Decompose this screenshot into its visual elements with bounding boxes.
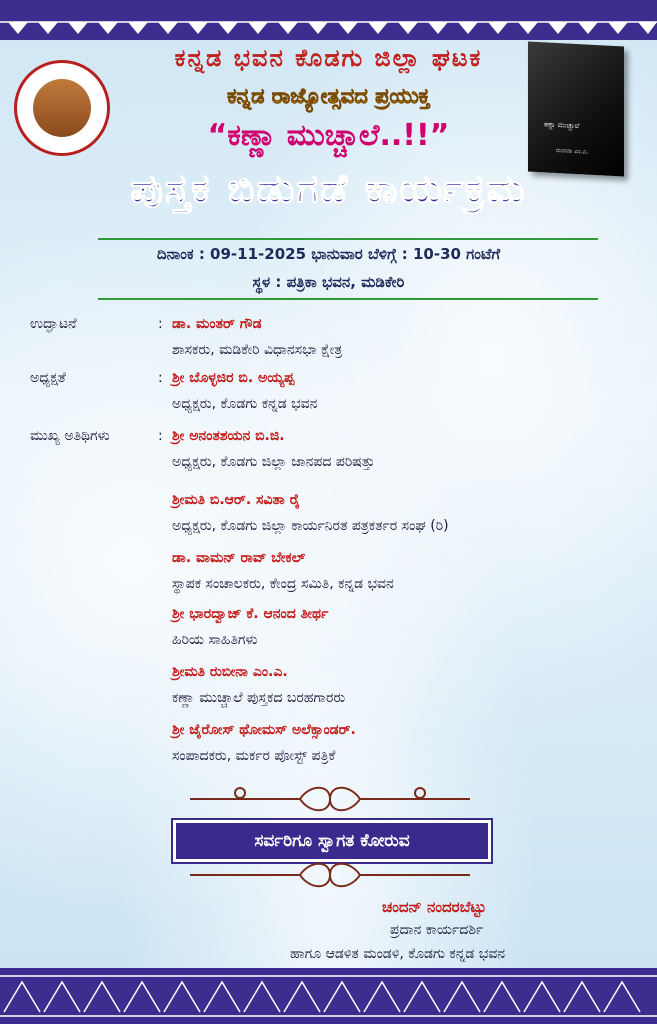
signatory-org: ಹಾಗೂ ಆಡಳಿತ ಮಂಡಳಿ, ಕೊಡಗು ಕನ್ನಡ ಭವನ — [290, 946, 506, 962]
guest-name: ಡಾ. ವಾಮನ್ ರಾವ್ ಬೇಕಲ್ — [172, 550, 306, 566]
guest-desc: ಅಧ್ಯಕ್ಷರು, ಕೊಡಗು ಜಿಲ್ಲಾ ಜಾನಪದ ಪರಿಷತ್ತು — [172, 454, 375, 470]
guest-desc: ಅಧ್ಯಕ್ಷರು, ಕೊಡಗು ಜಿಲ್ಲಾ ಕಾರ್ಯನಿರತ ಪತ್ರಕರ್ತರ ಸಂಘ (ರಿ) — [172, 518, 449, 534]
book-cover-author: ರುಬೀನಾ ಎಂ.ಎ. — [556, 146, 589, 156]
organization-title: ಕನ್ನಡ ಭವನ ಕೊಡಗು ಜಿಲ್ಲಾ ಘಟಕ — [174, 44, 483, 72]
inaugurator-role: ಉದ್ಘಾಟನೆ — [30, 316, 77, 332]
venue-line: ಸ್ಥಳ : ಪತ್ರಿಕಾ ಭವನ, ಮಡಿಕೇರಿ — [252, 273, 405, 291]
divider-top — [98, 238, 598, 240]
top-decorative-border — [0, 0, 657, 40]
inaugurator-name: ಡಾ. ಮಂತರ್ ಗೌಡ — [172, 316, 262, 332]
occasion-title: ಕನ್ನಡ ರಾಜ್ಯೋತ್ಸವದ ಪ್ರಯುಕ್ತ — [227, 84, 430, 108]
welcome-banner: ಸರ್ವರಿಗೂ ಸ್ವಾಗತ ಕೋರುವ — [173, 820, 491, 862]
guest-desc: ಕಣ್ಣಾ ಮುಚ್ಚಾಲೆ ಪುಸ್ತಕದ ಬರಹಗಾರರು — [172, 690, 346, 706]
bottom-decorative-border — [0, 968, 657, 1024]
guest-name: ಶ್ರೀ ಭಾರದ್ವಾಜ್ ಕೆ. ಆನಂದ ತೀರ್ಥ — [172, 606, 329, 622]
signatory-name: ಚಂದನ್ ನಂದರಬೆಟ್ಟು — [382, 898, 487, 916]
book-cover-title: ಕಣ್ಣಾ ಮುಚ್ಚಾಲೆ — [544, 120, 580, 131]
guest-desc: ಸ್ಥಾಪಕ ಸಂಚಾಲಕರು, ಕೇಂದ್ರ ಸಮಿತಿ, ಕನ್ನಡ ಭವನ — [172, 576, 394, 592]
guest-name: ಶ್ರೀಮತಿ ಬಿ.ಆರ್. ಸವಿತಾ ರೈ — [172, 492, 301, 508]
guest-desc: ಸಂಪಾದಕರು, ಮರ್ಕರ ಪೋಸ್ಟ್ ಪತ್ರಿಕೆ — [172, 748, 336, 764]
chief-guests-role: ಮುಖ್ಯ ಅತಿಥಿಗಳು — [30, 428, 110, 444]
guest-name: ಶ್ರೀಮತಿ ರುಬೀನಾ ಎಂ.ಎ. — [172, 664, 288, 680]
ornament-top-icon — [180, 782, 480, 816]
guest-desc: ಹಿರಿಯ ಸಾಹಿತಿಗಳು — [172, 632, 258, 648]
colon: : — [158, 316, 163, 332]
colon: : — [158, 428, 163, 444]
president-desc: ಅಧ್ಯಕ್ಷರು, ಕೊಡಗು ಕನ್ನಡ ಭವನ — [172, 396, 318, 412]
inaugurator-desc: ಶಾಸಕರು, ಮಡಿಕೇರಿ ವಿಧಾನಸಭಾ ಕ್ಷೇತ್ರ — [172, 342, 343, 358]
guest-name: ಶ್ರೀ ಜೈರೋಸ್ ಥೋಮಸ್ ಅಲೆಕ್ಸಾಂಡರ್. — [172, 722, 356, 738]
book-title: “ಕಣ್ಣಾ ಮುಚ್ಚಾಲೆ..!!” — [207, 118, 450, 153]
divider-bottom — [98, 298, 598, 300]
president-name: ಶ್ರೀ ಬೊಳ್ಳಜಿರ ಬಿ. ಅಯ್ಯಪ್ಪ — [172, 370, 295, 386]
colon: : — [158, 370, 163, 386]
event-title: ಪುಸ್ತಕ ಬಿಡುಗಡೆ ಕಾರ್ಯಕ್ರಮ — [130, 166, 527, 212]
president-role: ಅಧ್ಯಕ್ಷತೆ — [30, 370, 66, 386]
guest-name: ಶ್ರೀ ಅನಂತಶಯನ ಬಿ.ಜಿ. — [172, 428, 285, 444]
ornament-bottom-icon — [180, 858, 480, 892]
date-time-line: ದಿನಾಂಕ : 09-11-2025 ಭಾನುವಾರ ಬೆಳಿಗ್ಗೆ : 10-30 ಗಂಟೆಗೆ — [156, 245, 501, 263]
signatory-role: ಪ್ರದಾನ ಕಾರ್ಯದರ್ಶಿ — [390, 922, 484, 938]
